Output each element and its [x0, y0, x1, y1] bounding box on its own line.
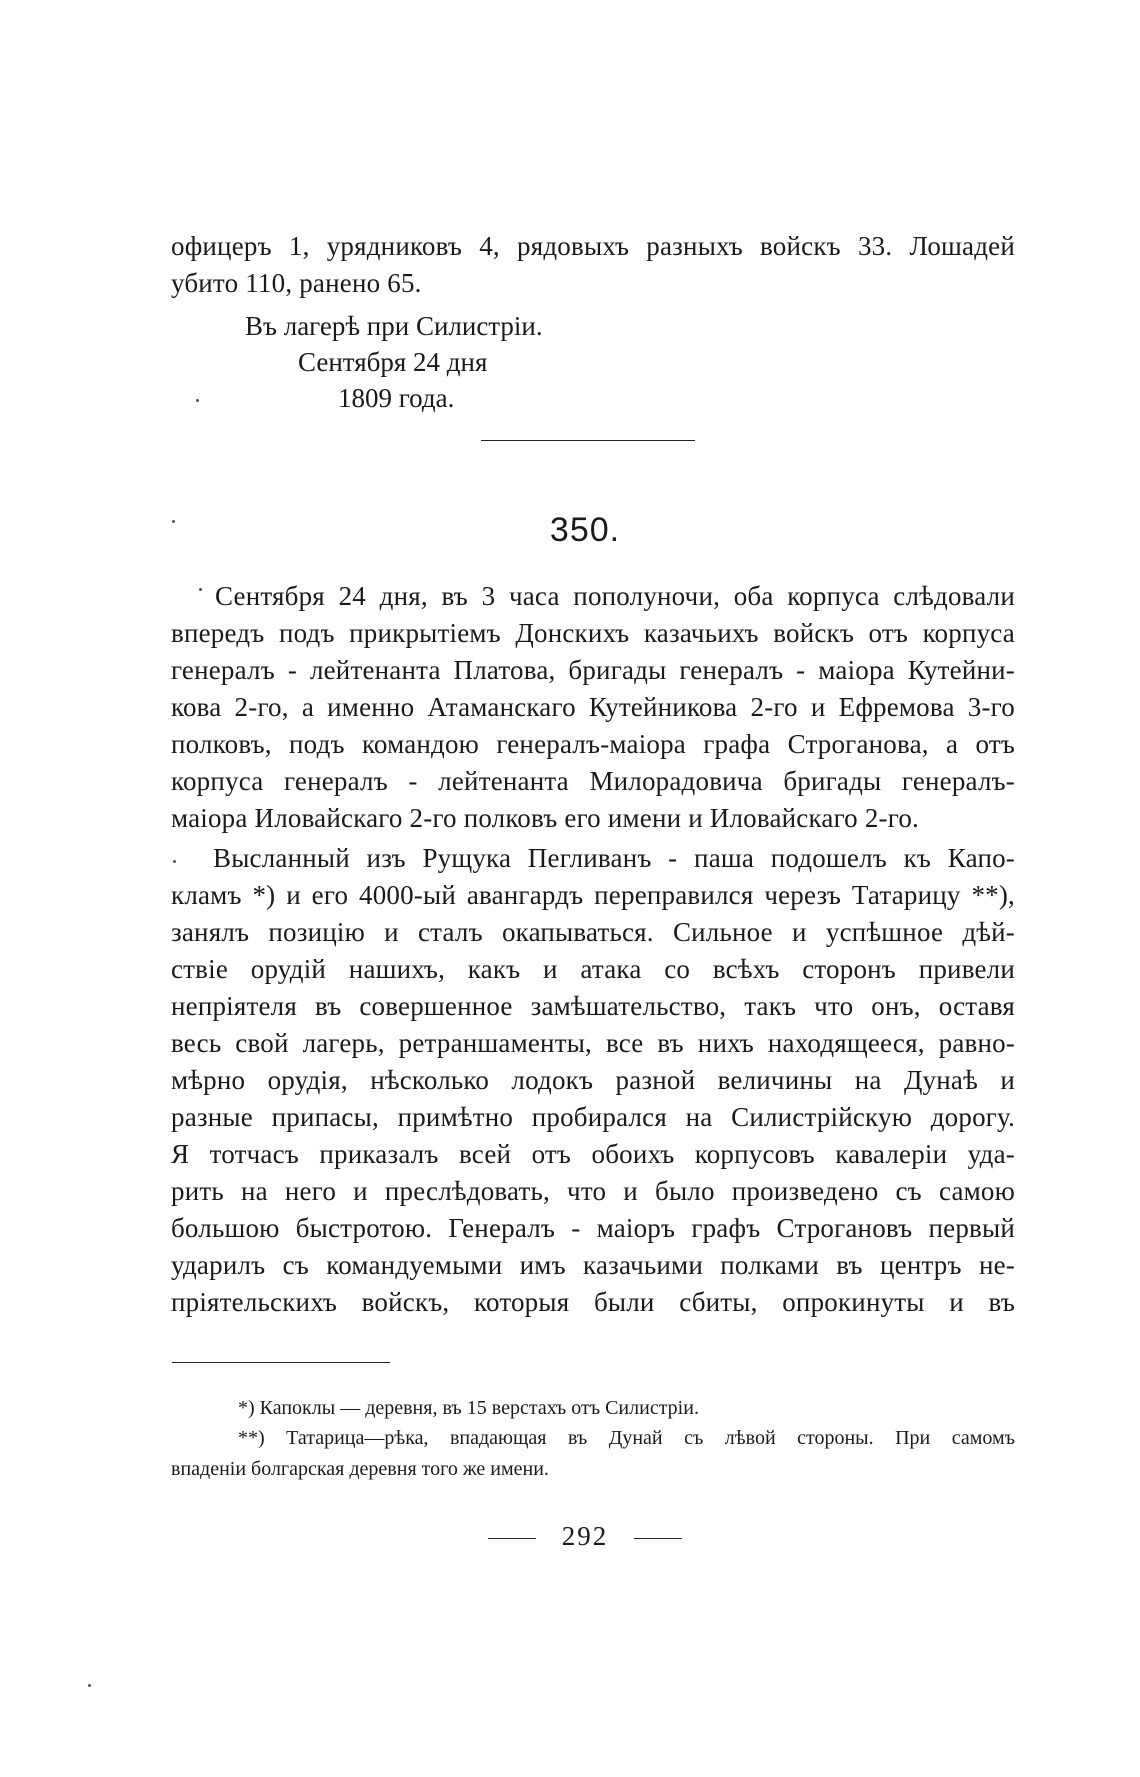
section-separator — [481, 440, 695, 441]
document-number: 350. — [549, 511, 621, 549]
body-line-11: ствіе орудій нашихъ, какъ и атака со всѣхъ сторонъ привели — [171, 954, 1015, 984]
page-number-dash-left — [488, 1538, 536, 1539]
text-line-top-1: офицеръ 1, урядниковъ 4, рядовыхъ разныхъ войскъ 33. Лошадей — [171, 231, 1015, 261]
page-number: 292 — [561, 1521, 609, 1551]
body-line-15: разные припасы, примѣтно пробирался на Силистрійскую дорогу. — [171, 1102, 1015, 1132]
signature-date: Сентября 24 дня — [298, 347, 488, 377]
body-line-19: ударилъ съ командуемыми имъ казачьими полками въ центръ не- — [171, 1250, 1015, 1280]
body-line-6: корпуса генералъ - лейтенанта Милорадовича бригады генералъ- — [171, 766, 1015, 796]
scan-speck — [173, 860, 176, 863]
body-line-16: Я тотчасъ приказалъ всей отъ обоихъ корпусовъ кавалеріи уда- — [171, 1139, 1015, 1169]
scan-speck — [196, 399, 199, 402]
scan-speck — [88, 1684, 91, 1687]
scan-speck — [199, 588, 202, 591]
footnote-2: **) Татарица—рѣка, впадающая въ Дунай съ лѣвой стороны. При самомъ — [238, 1427, 1015, 1449]
body-line-7: маіора Иловайскаго 2-го полковъ его имени и Иловайскаго 2-го. — [171, 803, 919, 833]
scan-speck — [172, 520, 175, 523]
body-line-2: впередъ подъ прикрытіемъ Донскихъ казачьихъ войскъ отъ корпуса — [171, 618, 1015, 648]
body-line-12: непріятеля въ совершенное замѣшательство, такъ что онъ, оставя — [171, 991, 1015, 1021]
text-line-top-2: убито 110, ранено 65. — [171, 268, 422, 298]
body-line-17: рить на него и преслѣдовать, что и было произведено съ самою — [171, 1176, 1015, 1206]
body-line-8: Высланный изъ Рущука Пегливанъ - паша подошелъ къ Капо- — [213, 843, 1015, 873]
footnote-separator — [172, 1362, 390, 1363]
body-line-10: занялъ позицію и сталъ окапываться. Сильное и успѣшное дѣй- — [171, 917, 1015, 947]
body-line-4: кова 2-го, а именно Атаманскаго Кутейникова 2-го и Ефремова 3-го — [171, 692, 1015, 722]
body-line-9: кламъ *) и его 4000-ый авангардъ переправился черезъ Татарицу **), — [171, 880, 1015, 910]
body-line-5: полковъ, подъ командою генералъ-маіора графа Строганова, а отъ — [171, 729, 1015, 759]
signature-year: 1809 года. — [338, 383, 455, 413]
footnote-2-continuation: впаденіи болгарская деревня того же имени. — [171, 1458, 549, 1480]
body-line-20: пріятельскихъ войскъ, которыя были сбиты, опрокинуты и въ — [171, 1287, 1015, 1317]
footnote-1: *) Капоклы — деревня, въ 15 верстахъ отъ Силистріи. — [238, 1397, 699, 1419]
body-line-18: большою быстротою. Генералъ - маіоръ графъ Строгановъ первый — [171, 1213, 1015, 1243]
body-line-1: Сентября 24 дня, въ 3 часа пополуночи, оба корпуса слѣдовали — [215, 581, 1015, 611]
page-number-block — [0, 1518, 1140, 1554]
body-line-13: весь свой лагерь, ретраншаменты, все въ нихъ находящееся, равно- — [171, 1028, 1015, 1058]
signature-place: Въ лагерѣ при Силистріи. — [245, 311, 543, 341]
body-line-14: мѣрно орудія, нѣсколько лодокъ разной величины на Дунаѣ и — [171, 1065, 1015, 1095]
page-number-dash-right — [634, 1538, 682, 1539]
body-line-3: генералъ - лейтенанта Платова, бригады генералъ - маіора Кутейни- — [171, 655, 1015, 685]
